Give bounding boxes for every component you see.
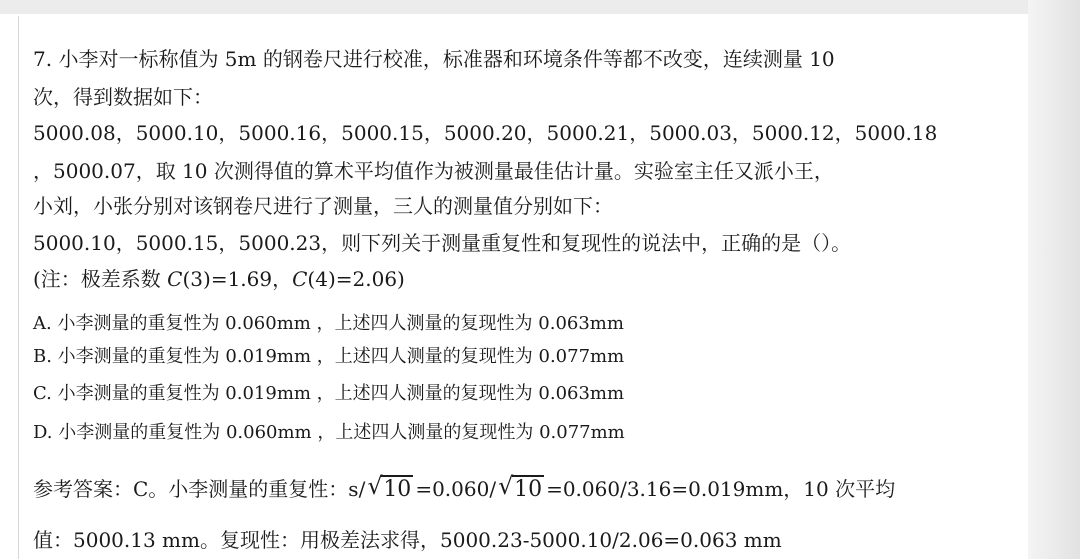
top-edge: [0, 0, 1080, 14]
option-b: B. 小李测量的重复性为 0.019mm ，上述四人测量的复现性为 0.077mm: [33, 346, 625, 367]
option-d: D. 小李测量的重复性为 0.060mm ，上述四人测量的复现性为 0.077mm: [33, 422, 625, 443]
note-prefix: (注：极差系数: [33, 267, 168, 291]
note-c-symbol: C: [167, 267, 183, 291]
sqrt-radicand-1: 10: [383, 477, 412, 502]
note-c-symbol-2: C: [292, 267, 308, 291]
data-values-line-1: 5000.08，5000.10，5000.16，5000.15，5000.20，5000.21，5000.03，5000.12，5000.18: [33, 121, 938, 145]
right-edge: [1028, 0, 1080, 559]
question-line-2: 次，得到数据如下：: [33, 85, 213, 109]
note-line: [33, 266, 405, 292]
answer-line-2: 值：5000.13 mm。复现性：用极差法求得，5000.23-5000.10/2.06=0.063 mm: [33, 528, 782, 552]
sqrt-expression-2: [498, 472, 544, 503]
question-line-5: 小刘，小张分别对该钢卷尺进行了测量，三人的测量值分别如下：: [33, 194, 613, 218]
note-mid: (3)=1.69，: [182, 267, 293, 291]
sqrt-expression-1: [367, 472, 413, 503]
sqrt-symbol: √: [498, 472, 514, 500]
option-c: C. 小李测量的重复性为 0.019mm ，上述四人测量的复现性为 0.063mm: [33, 383, 625, 404]
option-a: A. 小李测量的重复性为 0.060mm ，上述四人测量的复现性为 0.063mm: [33, 313, 624, 334]
answer-part-3: =0.060/3.16=0.019mm，10 次平均: [546, 477, 896, 501]
question-line-1: 7. 小李对一标称值为 5m 的钢卷尺进行校准，标准器和环境条件等都不改变，连续测量 10: [33, 47, 835, 71]
answer-part-2: =0.060/: [415, 477, 497, 501]
answer-part-1: 参考答案：C。小李测量的重复性：s/: [33, 477, 366, 501]
answer-line-1: [33, 472, 896, 503]
sqrt-symbol: √: [367, 472, 383, 500]
question-line-6: 5000.10，5000.15，5000.23，则下列关于测量重复性和复现性的说法中，正确的是（）。: [33, 231, 852, 255]
question-line-4: ，5000.07，取 10 次测得值的算术平均值作为被测量最佳估计量。实验室主任又派小王，: [33, 159, 834, 183]
sqrt-radicand-2: 10: [514, 477, 543, 502]
note-end: (4)=2.06): [307, 267, 405, 291]
